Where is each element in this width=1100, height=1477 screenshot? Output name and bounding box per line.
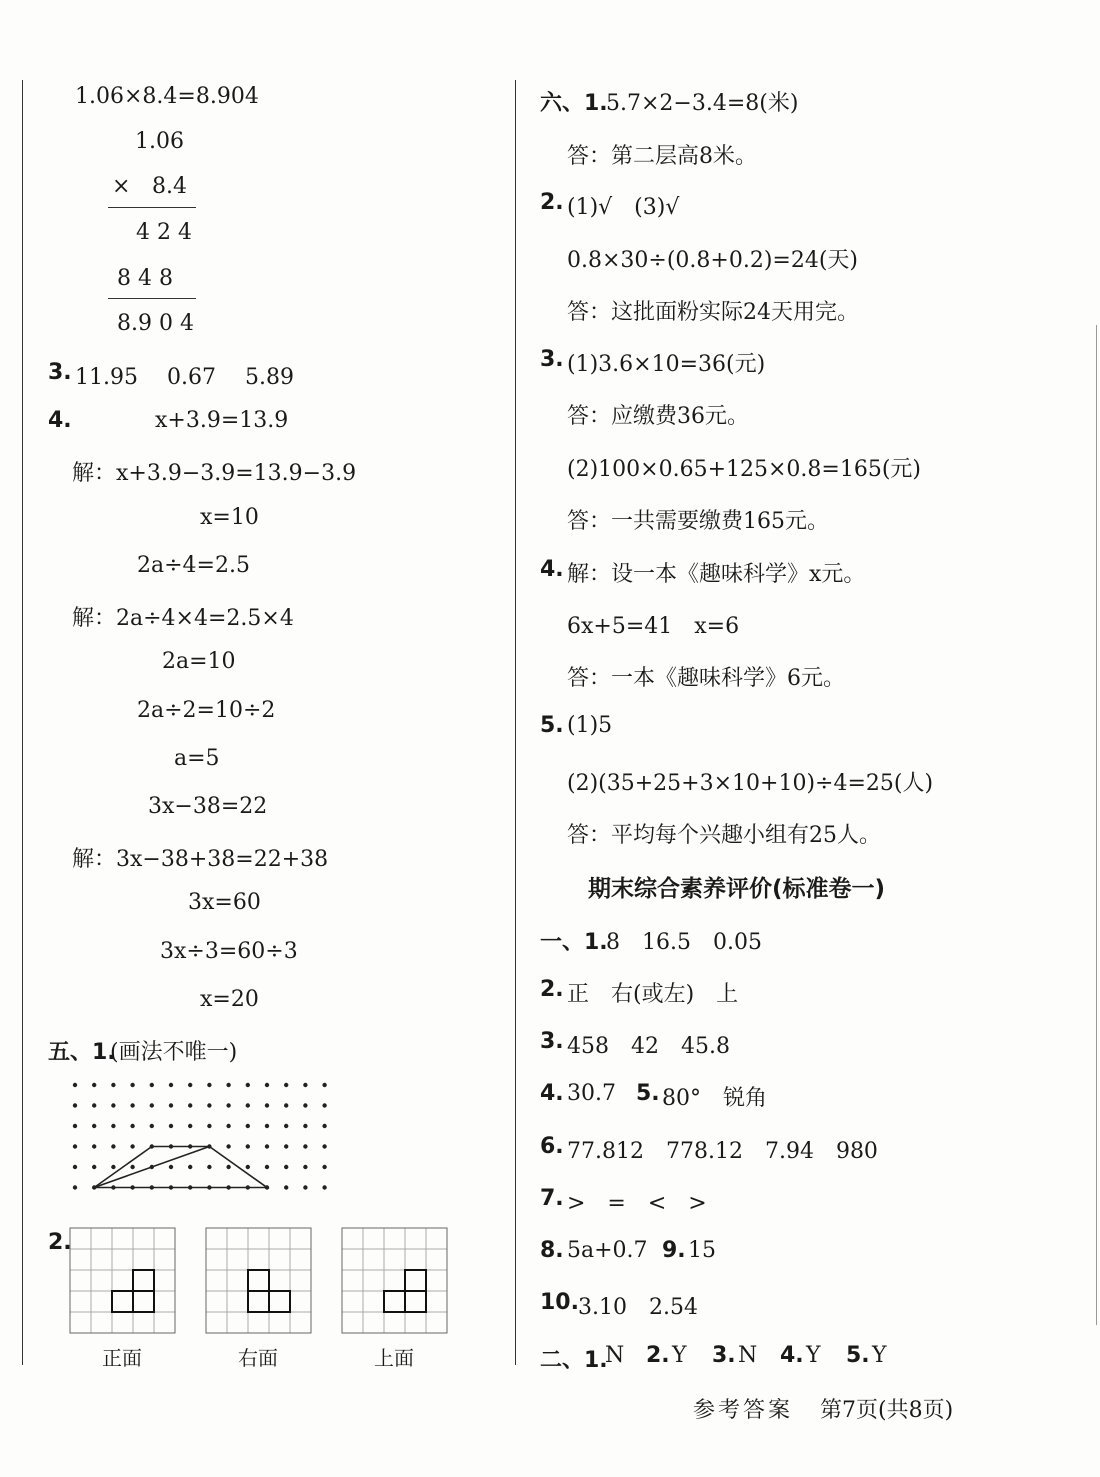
grid-dot bbox=[322, 1124, 326, 1128]
question-3-answer: 11.95 0.67 5.89 bbox=[75, 365, 294, 390]
grid-dot bbox=[246, 1144, 250, 1148]
section-6-q3-answer-2: 答：一共需要缴费165元。 bbox=[567, 509, 829, 534]
shape-square bbox=[269, 1291, 290, 1312]
part-1-q4-number: 4. bbox=[540, 1081, 564, 1106]
section-6-q1-answer: 答：第二层高8米。 bbox=[567, 144, 757, 169]
grid-dot bbox=[284, 1144, 288, 1148]
part-1-q9-number: 9. bbox=[662, 1238, 686, 1263]
top-view-caption: 上面 bbox=[374, 1346, 414, 1370]
grid-dot bbox=[169, 1103, 173, 1107]
section-5-note: (画法不唯一) bbox=[110, 1040, 238, 1065]
front-view-grid bbox=[70, 1228, 180, 1338]
grid-dot bbox=[284, 1103, 288, 1107]
grid-dot bbox=[92, 1083, 96, 1087]
grid-dot bbox=[111, 1144, 115, 1148]
grid-dot bbox=[169, 1083, 173, 1087]
equation-2-step-1: 解：2a÷4×4=2.5×4 bbox=[72, 606, 294, 631]
footer-page-number: 第7页(共8页) bbox=[820, 1398, 954, 1423]
shape-square bbox=[133, 1291, 154, 1312]
question-4-number: 4. bbox=[48, 408, 72, 433]
grid-dot bbox=[150, 1103, 154, 1107]
grid-dot bbox=[322, 1083, 326, 1087]
mult-top: 1.06 bbox=[135, 129, 184, 154]
front-view-caption: 正面 bbox=[102, 1346, 142, 1370]
equation-3-step-4: x=20 bbox=[200, 987, 259, 1012]
equation-2: 2a÷4=2.5 bbox=[137, 553, 250, 578]
left-margin-rule bbox=[22, 80, 23, 1365]
equation-3-step-3: 3x÷3=60÷3 bbox=[160, 939, 298, 964]
mult-equation: 1.06×8.4=8.904 bbox=[75, 84, 259, 109]
grid-dot bbox=[322, 1144, 326, 1148]
grid-dot bbox=[169, 1124, 173, 1128]
grid-dot bbox=[322, 1103, 326, 1107]
grid-dot bbox=[284, 1124, 288, 1128]
shape-square bbox=[384, 1291, 405, 1312]
grid-dot bbox=[188, 1124, 192, 1128]
grid-dot bbox=[303, 1083, 307, 1087]
grid-dot bbox=[130, 1103, 134, 1107]
grid-dot bbox=[73, 1144, 77, 1148]
part-2-prefix: 二、1. bbox=[540, 1348, 608, 1373]
part-2-q2-number: 2. bbox=[646, 1343, 670, 1368]
grid-dot bbox=[73, 1185, 77, 1189]
grid-dot bbox=[284, 1083, 288, 1087]
question-3-number: 3. bbox=[48, 360, 72, 385]
section-6-q2: (1)√ (3)√ bbox=[567, 195, 680, 220]
part-1-q5-number: 5. bbox=[636, 1081, 660, 1106]
grid-dot bbox=[303, 1124, 307, 1128]
mult-result: 8.9 0 4 bbox=[117, 311, 194, 336]
section-title: 期末综合素养评价(标准卷一) bbox=[588, 876, 886, 902]
section-6-q4-number: 4. bbox=[540, 557, 564, 582]
section-6-q1: 5.7×2−3.4=8(米) bbox=[606, 91, 799, 116]
grid-dot bbox=[226, 1103, 230, 1107]
part-1-q3-number: 3. bbox=[540, 1029, 564, 1054]
part-2-q5-answer: Y bbox=[872, 1343, 887, 1368]
grid-dot bbox=[92, 1165, 96, 1169]
part-1-q10-number: 10. bbox=[540, 1290, 579, 1315]
grid-dot bbox=[207, 1165, 211, 1169]
grid-dot bbox=[188, 1165, 192, 1169]
grid-dot bbox=[130, 1124, 134, 1128]
grid-dot bbox=[92, 1103, 96, 1107]
grid-dot bbox=[303, 1103, 307, 1107]
part-1-q3-answer: 458 42 45.8 bbox=[567, 1034, 730, 1059]
section-6-number: 六、1. bbox=[540, 91, 608, 116]
mult-rule-2 bbox=[108, 298, 196, 299]
grid-dot bbox=[322, 1185, 326, 1189]
grid-dot bbox=[265, 1083, 269, 1087]
part-1-q2-number: 2. bbox=[540, 977, 564, 1002]
section-6-q5: (1)5 bbox=[567, 713, 613, 738]
grid-dot bbox=[246, 1124, 250, 1128]
equation-3: 3x−38=22 bbox=[148, 794, 268, 819]
equation-1: x+3.9=13.9 bbox=[155, 408, 289, 433]
part-2-q5-number: 5. bbox=[846, 1343, 870, 1368]
grid-dot bbox=[111, 1103, 115, 1107]
footer-label: 参考答案 bbox=[693, 1398, 794, 1423]
grid-dot bbox=[226, 1083, 230, 1087]
mult-partial-2: 8 4 8 bbox=[117, 266, 173, 291]
shape-square bbox=[405, 1291, 426, 1312]
grid-dot bbox=[265, 1103, 269, 1107]
grid-dot bbox=[111, 1165, 115, 1169]
part-1-q1-number: 一、1. bbox=[540, 930, 608, 955]
grid-dot bbox=[92, 1144, 96, 1148]
part-1-q9-answer: 15 bbox=[688, 1238, 716, 1263]
grid-dot bbox=[284, 1185, 288, 1189]
part-2-q2-answer: Y bbox=[672, 1343, 687, 1368]
grid-dot bbox=[246, 1165, 250, 1169]
right-view-grid bbox=[206, 1228, 316, 1338]
grid-dot bbox=[92, 1124, 96, 1128]
part-2-q1-answer: N bbox=[605, 1343, 625, 1368]
question-2-number: 2. bbox=[48, 1230, 72, 1255]
grid-dot bbox=[150, 1124, 154, 1128]
grid-dot bbox=[111, 1083, 115, 1087]
grid-dot bbox=[169, 1165, 173, 1169]
equation-2-step-2: 2a=10 bbox=[162, 649, 236, 674]
grid-dot bbox=[130, 1144, 134, 1148]
section-5-number: 五、1. bbox=[48, 1040, 116, 1065]
section-6-q3-number: 3. bbox=[540, 347, 564, 372]
grid-dot bbox=[188, 1103, 192, 1107]
shape-square bbox=[248, 1270, 269, 1291]
grid-dot bbox=[303, 1144, 307, 1148]
dot-grid-trapezoid-figure bbox=[65, 1075, 335, 1205]
grid-dot bbox=[265, 1165, 269, 1169]
mult-partial-1: 4 2 4 bbox=[136, 220, 192, 245]
grid-dot bbox=[226, 1144, 230, 1148]
section-6-q4-equation: 6x+5=41 x=6 bbox=[567, 614, 740, 639]
right-edge-mark bbox=[1096, 325, 1097, 1325]
equation-1-step-1: 解：x+3.9−3.9=13.9−3.9 bbox=[72, 461, 357, 486]
mult-second: 8.4 bbox=[152, 174, 187, 199]
section-6-q4: 解：设一本《趣味科学》x元。 bbox=[567, 562, 866, 587]
part-2-q3-answer: N bbox=[738, 1343, 758, 1368]
equation-3-step-1: 解：3x−38+38=22+38 bbox=[72, 847, 329, 872]
section-6-q2-answer: 答：这批面粉实际24天用完。 bbox=[567, 300, 859, 325]
section-6-q2-number: 2. bbox=[540, 190, 564, 215]
top-view-grid bbox=[342, 1228, 452, 1338]
part-2-q4-answer: Y bbox=[806, 1343, 821, 1368]
part-1-q7-answer: > = < > bbox=[567, 1191, 707, 1216]
grid-dot bbox=[303, 1185, 307, 1189]
section-6-q3: (1)3.6×10=36(元) bbox=[567, 352, 766, 377]
shape-square bbox=[405, 1270, 426, 1291]
grid-dot bbox=[226, 1165, 230, 1169]
grid-border bbox=[342, 1228, 447, 1333]
grid-dot bbox=[207, 1103, 211, 1107]
part-1-q5-answer: 80° 锐角 bbox=[662, 1086, 767, 1111]
part-1-q1-answer: 8 16.5 0.05 bbox=[606, 930, 762, 955]
grid-dot bbox=[284, 1165, 288, 1169]
grid-dot bbox=[322, 1165, 326, 1169]
part-1-q10-answer: 3.10 2.54 bbox=[578, 1295, 698, 1320]
equation-2-step-4: a=5 bbox=[174, 746, 220, 771]
section-6-q3-answer-1: 答：应缴费36元。 bbox=[567, 404, 749, 429]
part-2-q4-number: 4. bbox=[780, 1343, 804, 1368]
grid-dot bbox=[207, 1083, 211, 1087]
grid-dot bbox=[73, 1165, 77, 1169]
part-1-q6-answer: 77.812 778.12 7.94 980 bbox=[567, 1139, 878, 1164]
equation-2-step-3: 2a÷2=10÷2 bbox=[137, 698, 276, 723]
shape-square bbox=[133, 1270, 154, 1291]
section-6-q5-answer: 答：平均每个兴趣小组有25人。 bbox=[567, 823, 881, 848]
grid-dot bbox=[207, 1124, 211, 1128]
section-6-q5-equation: (2)(35+25+3×10+10)÷4=25(人) bbox=[567, 771, 934, 796]
part-2-q3-number: 3. bbox=[712, 1343, 736, 1368]
shape-square bbox=[248, 1291, 269, 1312]
grid-dot bbox=[73, 1124, 77, 1128]
grid-dot bbox=[188, 1083, 192, 1087]
grid-dot bbox=[130, 1165, 134, 1169]
grid-dot bbox=[150, 1083, 154, 1087]
right-view-caption: 右面 bbox=[238, 1346, 278, 1370]
grid-dot bbox=[265, 1144, 269, 1148]
trapezoid-outline bbox=[94, 1147, 267, 1188]
mult-rule-1 bbox=[108, 207, 196, 208]
part-1-q7-number: 7. bbox=[540, 1186, 564, 1211]
equation-3-step-2: 3x=60 bbox=[188, 890, 261, 915]
grid-dot bbox=[130, 1083, 134, 1087]
column-divider bbox=[515, 80, 516, 1365]
part-1-q6-number: 6. bbox=[540, 1134, 564, 1159]
shape-square bbox=[112, 1291, 133, 1312]
grid-dot bbox=[265, 1124, 269, 1128]
part-1-q4-answer: 30.7 bbox=[567, 1081, 616, 1106]
grid-dot bbox=[246, 1083, 250, 1087]
grid-dot bbox=[226, 1124, 230, 1128]
part-1-q8-answer: 5a+0.7 bbox=[567, 1238, 648, 1263]
equation-1-step-2: x=10 bbox=[200, 505, 259, 530]
section-6-q2-equation: 0.8×30÷(0.8+0.2)=24(天) bbox=[567, 248, 859, 273]
grid-dot bbox=[303, 1165, 307, 1169]
grid-border bbox=[206, 1228, 311, 1333]
part-1-q8-number: 8. bbox=[540, 1238, 564, 1263]
section-6-q4-answer: 答：一本《趣味科学》6元。 bbox=[567, 666, 845, 691]
grid-dot bbox=[246, 1103, 250, 1107]
part-1-q2-answer: 正 右(或左) 上 bbox=[567, 982, 739, 1007]
mult-operator: × bbox=[112, 174, 131, 199]
grid-border bbox=[70, 1228, 175, 1333]
grid-dot bbox=[111, 1124, 115, 1128]
section-6-q5-number: 5. bbox=[540, 713, 564, 738]
section-6-q3-equation-2: (2)100×0.65+125×0.8=165(元) bbox=[567, 457, 922, 482]
grid-dot bbox=[73, 1103, 77, 1107]
grid-dot bbox=[73, 1083, 77, 1087]
